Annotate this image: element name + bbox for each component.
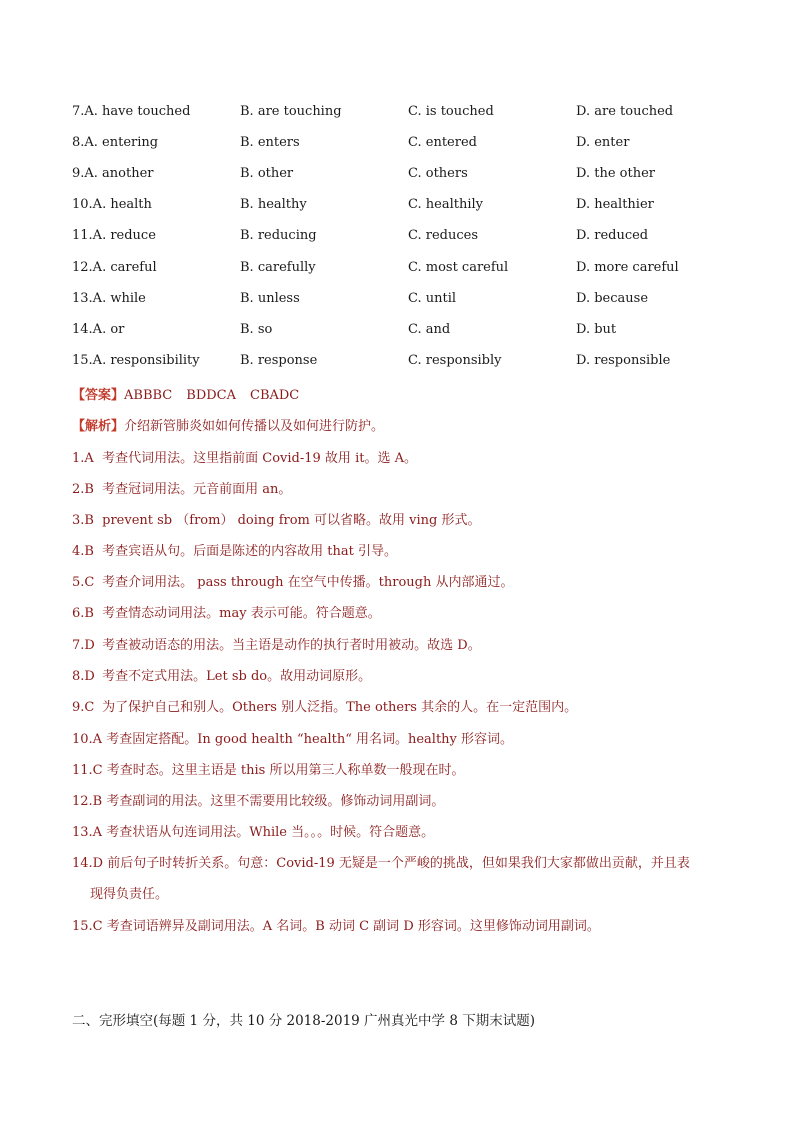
item-text: 考查代词用法。这里指前面 Covid-19 故用 it。选 A。 xyxy=(102,451,417,466)
option-row xyxy=(72,291,752,311)
option-c: C. others xyxy=(408,166,468,181)
option-d: D. but xyxy=(576,322,617,337)
item-number: 3.B xyxy=(72,513,94,528)
option-b: B. response xyxy=(240,353,318,368)
option-c: C. until xyxy=(408,291,457,306)
explanation-item-continuation: 现得负责任。 xyxy=(90,887,169,902)
explanation-item xyxy=(72,696,577,715)
item-number: 6.B xyxy=(72,606,94,621)
option-row xyxy=(72,353,752,373)
answer-group: BDDCA xyxy=(186,388,236,403)
option-c: C. reduces xyxy=(408,228,478,243)
option-d: D. more careful xyxy=(576,260,679,275)
item-text: 为了保护自己和别人。Others 别人泛指。The others 其余的人。在一定范围内。 xyxy=(102,700,578,715)
answer-line xyxy=(72,384,299,403)
option-c: C. healthily xyxy=(408,197,483,212)
item-text: 考查副词的用法。这里不需要用比较级。修饰动词用副词。 xyxy=(106,794,445,809)
explanation-item xyxy=(72,478,291,497)
option-d: D. reduced xyxy=(576,228,649,243)
option-c: C. and xyxy=(408,322,451,337)
option-b: B. carefully xyxy=(240,260,316,275)
option-row xyxy=(72,104,752,124)
item-number: 11.C xyxy=(72,763,103,778)
section-title: 二、完形填空(每题 1 分，共 10 分 2018-2019 广州真光中学 8 下期末试题) xyxy=(72,1013,535,1029)
option-a: 9.A. another xyxy=(72,166,154,181)
explanation-item xyxy=(72,852,690,871)
answer-label: 【答案】 xyxy=(72,388,125,403)
item-number: 7.D xyxy=(72,638,95,653)
explanation-item xyxy=(72,540,397,559)
item-text: 前后句子时转折关系。句意：Covid-19 无疑是一个严峻的挑战，但如果我们大家都做出贡献，并且表 xyxy=(107,856,690,871)
explanation-item xyxy=(72,915,600,934)
option-d: D. healthier xyxy=(576,197,654,212)
option-b: B. other xyxy=(240,166,294,181)
item-text: 考查介词用法。 pass through 在空气中传播。through 从内部通过。 xyxy=(102,575,514,590)
option-b: B. unless xyxy=(240,291,300,306)
option-d: D. because xyxy=(576,291,649,306)
option-row xyxy=(72,166,752,186)
option-c: C. most careful xyxy=(408,260,509,275)
option-c: C. entered xyxy=(408,135,477,150)
option-row xyxy=(72,228,752,248)
option-c: C. responsibly xyxy=(408,353,502,368)
item-number: 2.B xyxy=(72,482,94,497)
item-text: 考查冠词用法。元音前面用 an。 xyxy=(102,482,292,497)
item-number: 5.C xyxy=(72,575,95,590)
option-row xyxy=(72,260,752,280)
explanation-item xyxy=(72,665,371,684)
explanation-item xyxy=(72,759,464,778)
item-text: 考查被动语态的用法。当主语是动作的执行者时用被动。故选 D。 xyxy=(102,638,481,653)
option-d: D. the other xyxy=(576,166,655,181)
option-row xyxy=(72,322,752,342)
item-number: 9.C xyxy=(72,700,95,715)
item-number: 15.C xyxy=(72,919,103,934)
option-a: 10.A. health xyxy=(72,197,152,212)
option-b: B. reducing xyxy=(240,228,317,243)
explanation-item xyxy=(72,447,417,466)
item-text: 考查不定式用法。Let sb do。故用动词原形。 xyxy=(102,669,372,684)
item-number: 14.D xyxy=(72,856,104,871)
option-row xyxy=(72,135,752,155)
item-number: 8.D xyxy=(72,669,95,684)
item-text: 考查固定搭配。In good health “health“ 用名词。healthy 形容词。 xyxy=(106,732,514,747)
explanation-heading xyxy=(72,415,384,434)
option-a: 11.A. reduce xyxy=(72,228,156,243)
option-d: D. are touched xyxy=(576,104,674,119)
option-a: 8.A. entering xyxy=(72,135,159,150)
item-text: 考查情态动词用法。may 表示可能。符合题意。 xyxy=(102,606,381,621)
option-d: D. responsible xyxy=(576,353,671,368)
option-row xyxy=(72,197,752,217)
option-a: 13.A. while xyxy=(72,291,146,306)
option-b: B. so xyxy=(240,322,273,337)
item-number: 4.B xyxy=(72,544,94,559)
explanation-item xyxy=(72,571,514,590)
item-text: 考查宾语从句。后面是陈述的内容故用 that 引导。 xyxy=(102,544,397,559)
option-d: D. enter xyxy=(576,135,630,150)
explanation-item xyxy=(72,509,480,528)
option-a: 14.A. or xyxy=(72,322,125,337)
explanation-item xyxy=(72,790,444,809)
explanation-label: 【解析】 xyxy=(72,419,125,434)
option-b: B. healthy xyxy=(240,197,307,212)
item-number: 13.A xyxy=(72,825,103,840)
option-a: 12.A. careful xyxy=(72,260,157,275)
item-text: 考查状语从句连词用法。While 当。。。时候。符合题意。 xyxy=(106,825,435,840)
item-text: 考查词语辨异及副词用法。A 名词。B 动词 C 副词 D 形容词。这里修饰动词用副词。 xyxy=(106,919,600,934)
explanation-intro: 介绍新管肺炎如如何传播以及如何进行防护。 xyxy=(124,419,385,434)
option-b: B. enters xyxy=(240,135,300,150)
option-b: B. are touching xyxy=(240,104,342,119)
explanation-item xyxy=(72,728,513,747)
explanation-item xyxy=(72,821,434,840)
answer-group: ABBBC xyxy=(124,388,173,403)
explanation-item xyxy=(72,602,381,621)
option-a: 7.A. have touched xyxy=(72,104,191,119)
item-number: 10.A xyxy=(72,732,103,747)
item-text: prevent sb （from） doing from 可以省略。故用 ving 形式。 xyxy=(102,513,481,528)
answer-group: CBADC xyxy=(250,388,300,403)
explanation-item xyxy=(72,634,481,653)
option-a: 15.A. responsibility xyxy=(72,353,200,368)
item-number: 12.B xyxy=(72,794,103,809)
item-number: 1.A xyxy=(72,451,94,466)
option-c: C. is touched xyxy=(408,104,494,119)
item-text: 考查时态。这里主语是 this 所以用第三人称单数一般现在时。 xyxy=(106,763,465,778)
